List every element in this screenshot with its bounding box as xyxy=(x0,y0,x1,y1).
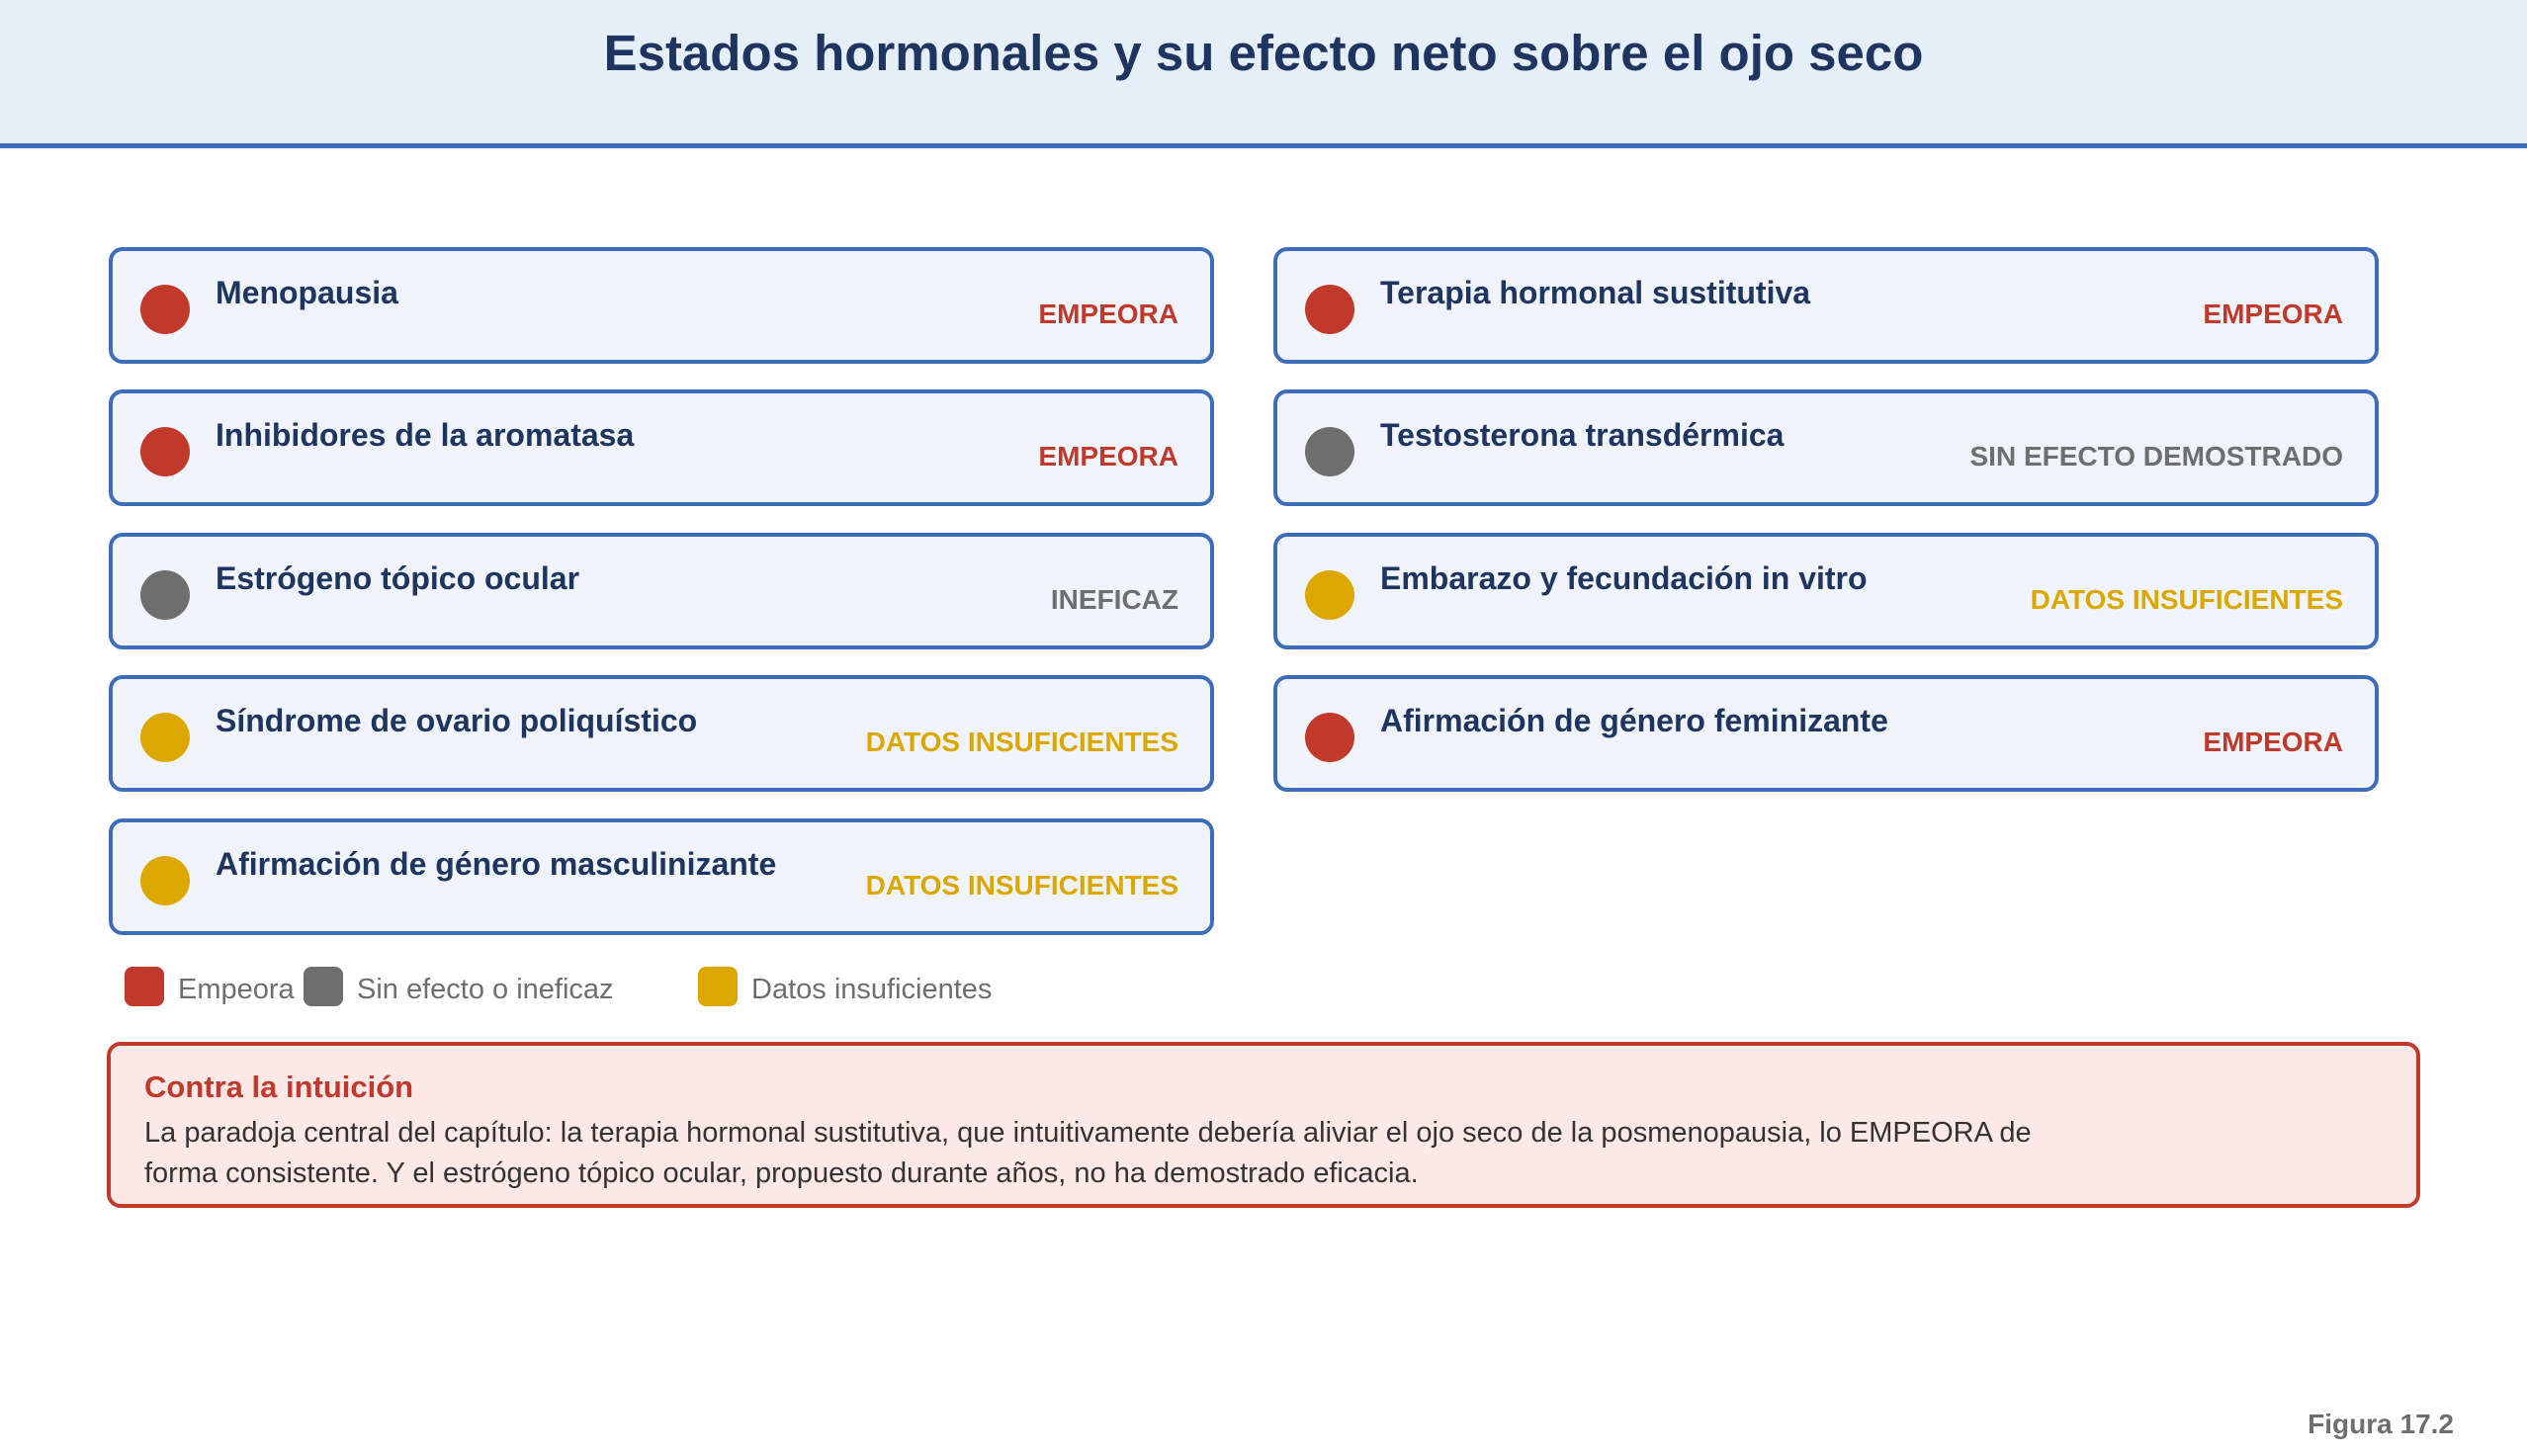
effect-status: DATOS INSUFICIENTES xyxy=(2030,584,2343,615)
legend-label: Sin efecto o ineficaz xyxy=(357,974,614,1005)
effect-status: DATOS INSUFICIENTES xyxy=(865,870,1178,900)
legend-swatch-icon xyxy=(698,967,738,1006)
legend-label: Datos insuficientes xyxy=(751,974,993,1005)
status-dot-icon xyxy=(140,570,190,620)
effect-status: SIN EFECTO DEMOSTRADO xyxy=(1969,441,2343,471)
condition-card-aromatase-inhibitors xyxy=(109,389,1214,506)
condition-card-masculinizing-gender-affirmation xyxy=(109,818,1214,935)
condition-name: Afirmación de género feminizante xyxy=(1380,703,1888,738)
status-dot-icon xyxy=(140,427,190,476)
status-dot-icon xyxy=(1305,285,1354,334)
condition-card-feminizing-gender-affirmation xyxy=(1273,675,2379,792)
status-dot-icon xyxy=(140,856,190,905)
condition-card-pregnancy-ivf xyxy=(1273,533,2379,649)
condition-name: Menopausia xyxy=(216,275,398,310)
effect-status: EMPEORA xyxy=(2203,727,2343,757)
legend-swatch-icon xyxy=(125,967,164,1006)
condition-name: Embarazo y fecundación in vitro xyxy=(1380,560,1868,596)
status-dot-icon xyxy=(1305,570,1354,620)
callout-body: La paradoja central del capítulo: la terapia hormonal sustitutiva, que intuitivamente debería aliviar el ojo seco de la posmenopausia, lo EMPEORA de forma consistente. Y el estrógeno tópico ocular, propuesto durante años, no ha demostrado eficacia. xyxy=(144,1117,2032,1189)
status-dot-icon xyxy=(140,285,190,334)
status-dot-icon xyxy=(140,713,190,762)
condition-name: Afirmación de género masculinizante xyxy=(216,846,777,882)
legend-label: Empeora xyxy=(178,974,295,1005)
condition-card-menopause xyxy=(109,247,1214,364)
status-dot-icon xyxy=(1305,713,1354,762)
effect-status: EMPEORA xyxy=(1038,441,1178,471)
condition-name: Síndrome de ovario poliquístico xyxy=(216,703,698,738)
title-banner xyxy=(0,0,2527,148)
condition-name: Terapia hormonal sustitutiva xyxy=(1380,275,1811,310)
condition-name: Inhibidores de la aromatasa xyxy=(216,417,635,453)
legend-swatch-icon xyxy=(304,967,343,1006)
effect-status: DATOS INSUFICIENTES xyxy=(865,727,1178,757)
effect-status: EMPEORA xyxy=(1038,299,1178,329)
callout-title: Contra la intuición xyxy=(144,1070,414,1104)
counterintuitive-callout xyxy=(107,1042,2420,1208)
condition-name: Testosterona transdérmica xyxy=(1380,417,1785,453)
condition-card-pcos xyxy=(109,675,1214,792)
condition-name: Estrógeno tópico ocular xyxy=(216,560,580,596)
condition-card-hormone-replacement-therapy xyxy=(1273,247,2379,364)
page-title: Estados hormonales y su efecto neto sobre el ojo seco xyxy=(603,25,1924,81)
condition-card-transdermal-testosterone xyxy=(1273,389,2379,506)
effect-status: INEFICAZ xyxy=(1050,584,1178,615)
status-dot-icon xyxy=(1305,427,1354,476)
effect-status: EMPEORA xyxy=(2203,299,2343,329)
condition-card-topical-estrogen xyxy=(109,533,1214,649)
figure-label: Figura 17.2 xyxy=(2308,1409,2454,1439)
